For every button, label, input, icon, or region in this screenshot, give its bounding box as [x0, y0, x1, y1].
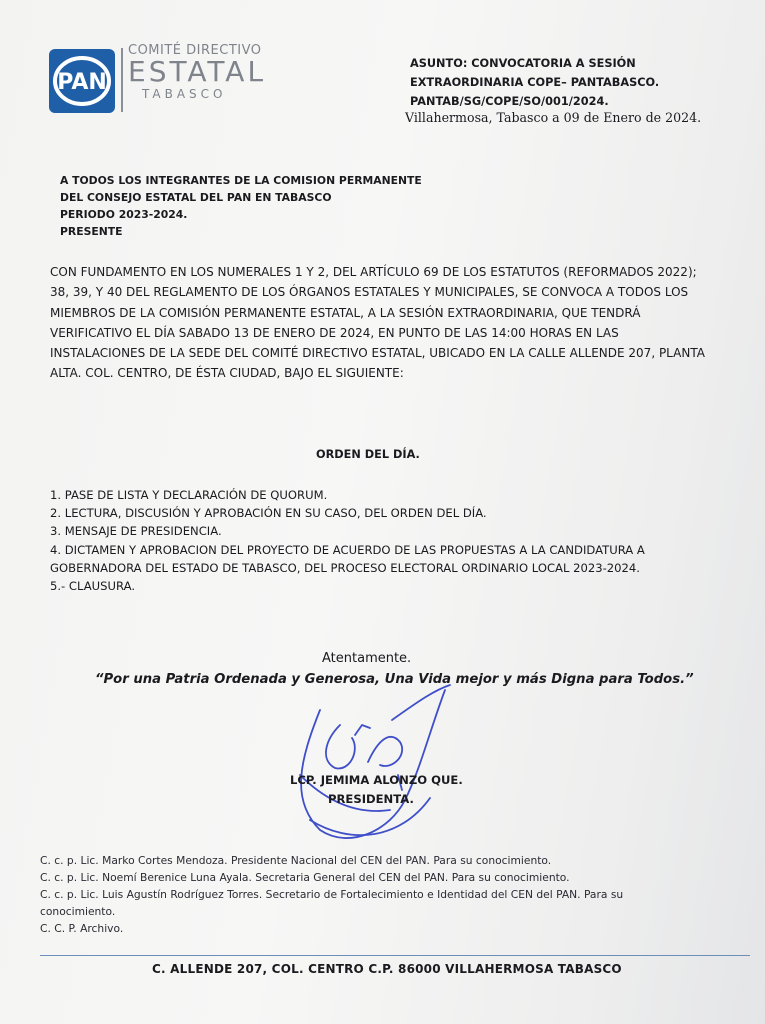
- addressee-line: PERIODO 2023-2024.: [60, 208, 188, 221]
- party-motto: “Por una Patria Ordenada y Generosa, Una Vida mejor y más Digna para Todos.”: [95, 672, 694, 687]
- agenda-item-continuation: GOBERNADORA DEL ESTADO DE TABASCO, DEL PROCESO ELECTORAL ORDINARIO LOCAL 2023-2024.: [50, 560, 640, 575]
- cc-line: C. c. p. Lic. Luis Agustín Rodríguez Torres. Secretario de Fortalecimiento e Identidad del CEN del PAN. Para su: [40, 888, 624, 901]
- agenda-item: 2. LECTURA, DISCUSIÓN Y APROBACIÓN EN SU CASO, DEL ORDEN DEL DÍA.: [50, 506, 487, 521]
- place-date: Villahermosa, Tabasco a 09 de Enero de 2024.: [405, 110, 702, 125]
- addressee-line: DEL CONSEJO ESTATAL DEL PAN EN TABASCO: [60, 191, 332, 204]
- reference-number: PANTAB/SG/COPE/SO/001/2024.: [410, 95, 609, 108]
- org-line-1: COMITÉ DIRECTIVO: [128, 43, 262, 58]
- paragraph-line: ALTA. COL. CENTRO, DE ÉSTA CIUDAD, BAJO EL SIGUIENTE:: [50, 366, 404, 381]
- carbon-copy-list: [40, 852, 720, 937]
- closing-salutation: Atentamente.: [322, 651, 412, 666]
- pan-logo-text: PAN: [57, 70, 107, 95]
- org-line-2: ESTATAL: [128, 55, 267, 88]
- addressee-line: PRESENTE: [60, 225, 123, 238]
- addressee-block: [60, 172, 422, 240]
- subject-line: ASUNTO: CONVOCATORIA A SESIÓN: [410, 57, 636, 70]
- subject-block: [410, 54, 710, 111]
- agenda-item: 4. DICTAMEN Y APROBACION DEL PROYECTO DE ACUERDO DE LAS PROPUESTAS A LA CANDIDATURA A: [50, 542, 645, 557]
- agenda-item: 1. PASE DE LISTA Y DECLARACIÓN DE QUORUM.: [50, 488, 328, 502]
- agenda-item: 5.- CLAUSURA.: [50, 579, 136, 594]
- convocation-paragraph: [50, 262, 705, 384]
- pan-logo-icon: [48, 48, 116, 114]
- cc-line: C. C. P. Archivo.: [40, 922, 124, 935]
- signer-title: PRESIDENTA.: [328, 792, 414, 806]
- paragraph-line: 38, 39, Y 40 DEL REGLAMENTO DE LOS ÓRGANOS ESTATALES Y MUNICIPALES, SE CONVOCA A TODOS LOS: [50, 285, 689, 300]
- footer-address: C. ALLENDE 207, COL. CENTRO C.P. 86000 VILLAHERMOSA TABASCO: [152, 962, 622, 976]
- agenda-item: 3. MENSAJE DE PRESIDENCIA.: [50, 524, 222, 539]
- paragraph-line: VERIFICATIVO EL DÍA SABADO 13 DE ENERO DE 2024, EN PUNTO DE LAS 14:00 HORAS EN LAS: [50, 325, 619, 340]
- paragraph-line: CON FUNDAMENTO EN LOS NUMERALES 1 Y 2, DEL ARTÍCULO 69 DE LOS ESTATUTOS (REFORMADOS 2022);: [50, 265, 697, 279]
- logo-divider: [121, 48, 123, 112]
- subject-line: EXTRAORDINARIA COPE– PANTABASCO.: [410, 76, 660, 89]
- cc-line: C. c. p. Lic. Noemí Berenice Luna Ayala. Secretaria General del CEN del PAN. Para su conocimiento.: [40, 871, 570, 884]
- agenda-title: ORDEN DEL DÍA.: [316, 448, 420, 461]
- agenda-list: [50, 486, 710, 595]
- cc-line: C. c. p. Lic. Marko Cortes Mendoza. Presidente Nacional del CEN del PAN. Para su conocimiento.: [40, 854, 552, 867]
- cc-line-continuation: conocimiento.: [40, 905, 116, 918]
- org-line-3: TABASCO: [142, 87, 227, 101]
- paragraph-line: MIEMBROS DE LA COMISIÓN PERMANENTE ESTATAL, A LA SESIÓN EXTRAORDINARIA, QUE TENDRÁ: [50, 305, 641, 320]
- handwritten-signature: [280, 680, 460, 850]
- addressee-line: A TODOS LOS INTEGRANTES DE LA COMISION PERMANENTE: [60, 174, 422, 187]
- org-name: [128, 44, 278, 100]
- footer-divider: [40, 955, 750, 956]
- signer-name: LCP. JEMIMA ALONZO QUE.: [290, 773, 463, 787]
- paragraph-line: INSTALACIONES DE LA SEDE DEL COMITÉ DIRECTIVO ESTATAL, UBICADO EN LA CALLE ALLENDE 207, PLANTA: [50, 346, 705, 361]
